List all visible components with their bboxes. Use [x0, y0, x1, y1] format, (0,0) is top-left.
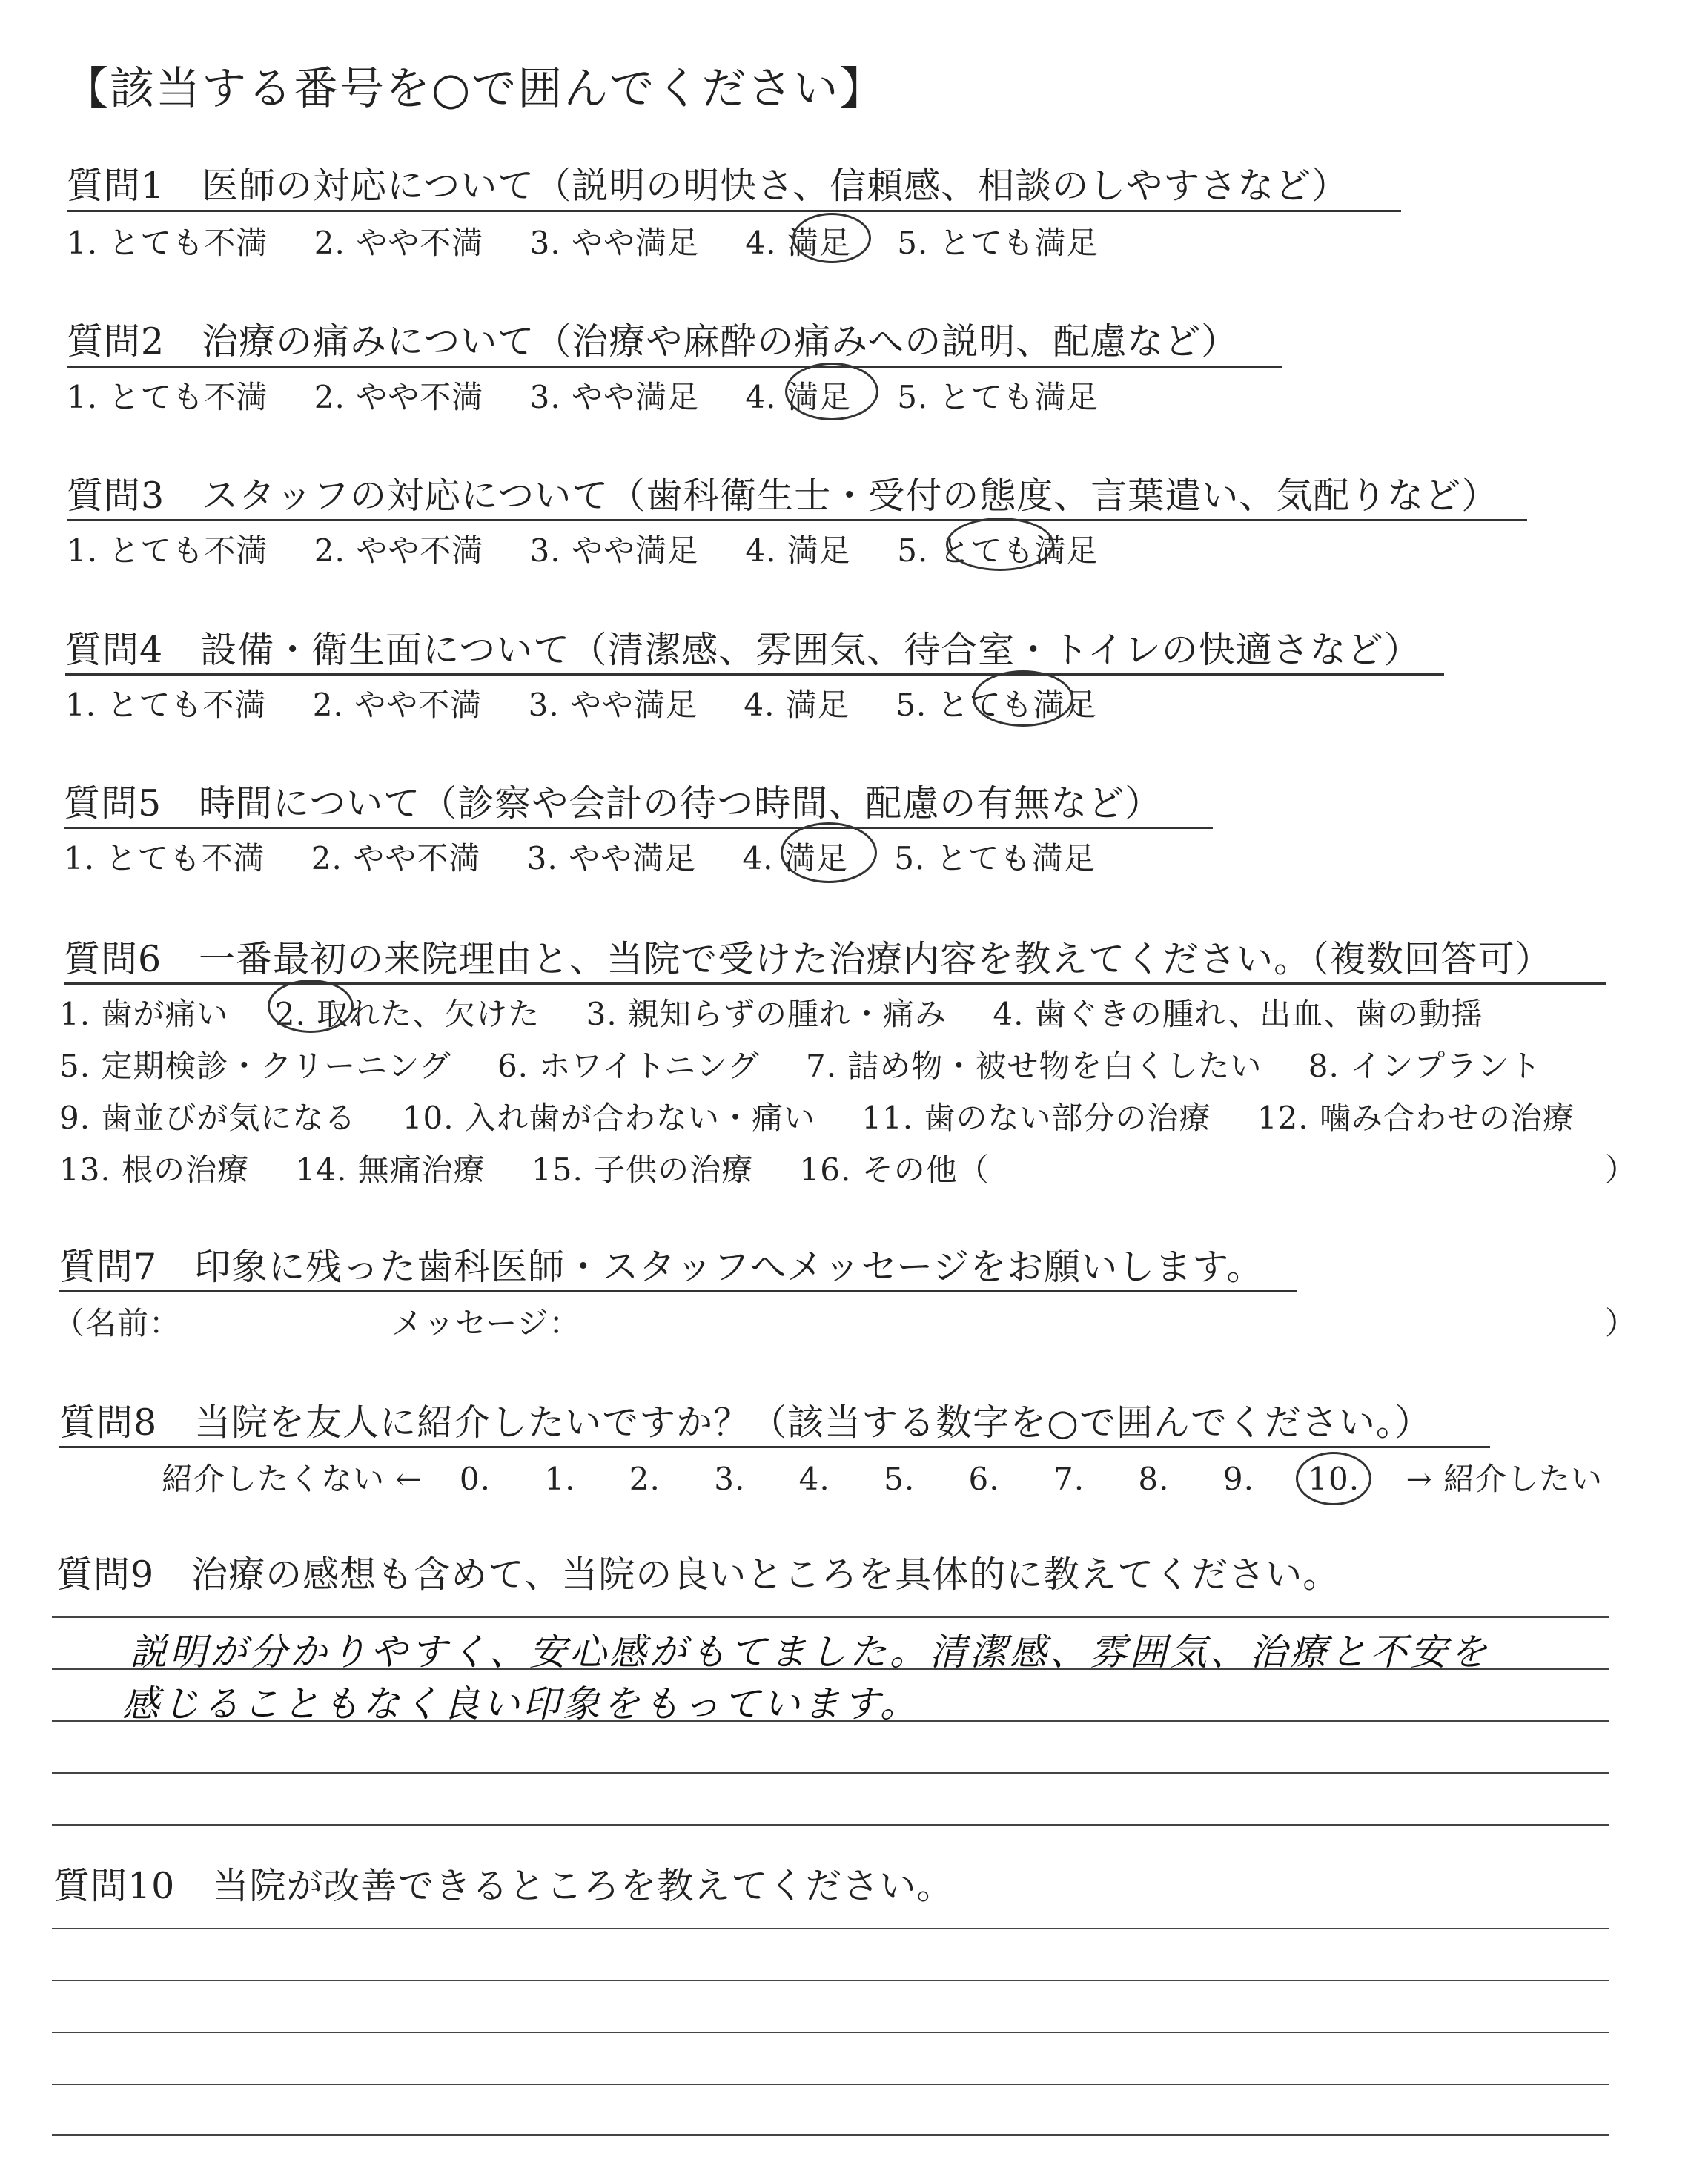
question-1-title: 質問1 医師の対応について（説明の明快さ、信頼感、相談のしやすさなど）: [67, 165, 1349, 207]
question-2-title: 質問2 治療の痛みについて（治療や麻酔の痛みへの説明、配慮など）: [67, 320, 1239, 363]
q8-option-8[interactable]: 8.: [1138, 1461, 1170, 1497]
q5-option-4[interactable]: 4. 満足: [742, 834, 847, 879]
q3-option-4[interactable]: 4. 満足: [745, 532, 851, 569]
q5-option-1[interactable]: 1. とても不満: [64, 840, 265, 876]
q1-option-4[interactable]: 4. 満足: [745, 219, 850, 263]
selection-circle: [792, 213, 871, 263]
q1-option-3[interactable]: 3. やや満足: [529, 225, 700, 261]
question-7-underline: [59, 1290, 1297, 1292]
question-5-options: [64, 834, 1131, 879]
question-5-title: 質問5 時間について（診察や会計の待つ時間、配慮の有無など）: [64, 782, 1162, 825]
q8-option-5[interactable]: 5.: [884, 1461, 916, 1497]
answer-line: [52, 2134, 1609, 2136]
q2-option-3[interactable]: 3. やや満足: [529, 379, 700, 415]
answer-line: [52, 2084, 1609, 2085]
selection-circle: [781, 822, 877, 883]
q3-option-5[interactable]: 5. とても満足: [897, 526, 1098, 571]
q6-option-13[interactable]: 13. 根の治療: [59, 1152, 250, 1188]
question-6-title: 質問6 一番最初の来院理由と、当院で受けた治療内容を教えてください。（複数回答可）: [64, 938, 1552, 980]
q8-option-10[interactable]: 10.: [1308, 1461, 1360, 1497]
question-1-options: [67, 219, 1134, 263]
question-4-title: 質問4 設備・衛生面について（清潔感、雰囲気、待合室・トイレの快適さなど）: [65, 629, 1421, 671]
q4-option-3[interactable]: 3. やや満足: [528, 687, 698, 723]
question-3-underline: [67, 519, 1527, 521]
q8-option-4[interactable]: 4.: [798, 1461, 830, 1497]
q6-option-7[interactable]: 7. 詰め物・被せ物を白くしたい: [805, 1048, 1262, 1084]
q3-option-2[interactable]: 2. やや不満: [314, 532, 484, 569]
q2-option-1[interactable]: 1. とても不満: [67, 379, 268, 415]
q6-options-row-2: [59, 1042, 1577, 1086]
q6-close-paren: ）: [1605, 1152, 1638, 1188]
q6-option-11[interactable]: 11. 歯のない部分の治療: [861, 1100, 1211, 1136]
answer-line: [52, 1980, 1609, 1981]
q8-option-0[interactable]: 0.: [459, 1461, 491, 1497]
selection-circle: [785, 363, 878, 420]
selection-circle: [268, 980, 354, 1033]
q7-close-paren: ）: [1605, 1305, 1638, 1341]
question-7-title: 質問7 印象に残った歯科医師・スタッフへメッセージをお願いします。: [59, 1246, 1264, 1288]
form-header: 【該当する番号を○で囲んでください】: [64, 63, 886, 115]
answer-line: [52, 1824, 1609, 1826]
q6-option-9[interactable]: 9. 歯並びが気になる: [59, 1100, 357, 1136]
question-3-title: 質問3 スタッフの対応について（歯科衛生士・受付の態度、言葉遣い、気配りなど）: [67, 475, 1499, 517]
q2-option-4[interactable]: 4. 満足: [745, 373, 850, 417]
q4-option-1[interactable]: 1. とても不満: [65, 687, 267, 723]
q9-handwritten-answer-line-2: 感じることもなく良い印象をもっています。: [122, 1682, 920, 1725]
selection-circle: [1296, 1452, 1371, 1505]
q8-right-label: → 紹介したい: [1406, 1461, 1603, 1497]
q8-option-3[interactable]: 3.: [714, 1461, 746, 1497]
q2-option-5[interactable]: 5. とても満足: [897, 379, 1099, 415]
question-3-options: [67, 526, 1134, 571]
q5-option-5[interactable]: 5. とても満足: [894, 840, 1096, 876]
q1-option-1[interactable]: 1. とても不満: [67, 225, 268, 261]
q4-option-4[interactable]: 4. 満足: [744, 687, 850, 723]
q8-scale: [162, 1455, 1638, 1499]
question-2-options: [67, 373, 1134, 417]
q6-options-row-1: [59, 990, 1518, 1034]
q5-option-3[interactable]: 3. やや満足: [526, 840, 697, 876]
q1-option-5[interactable]: 5. とても満足: [897, 225, 1099, 261]
answer-line: [52, 1928, 1609, 1929]
q6-option-12[interactable]: 12. 噛み合わせの治療: [1257, 1100, 1575, 1136]
q6-options-row-4: [59, 1146, 1025, 1190]
q6-option-15[interactable]: 15. 子供の治療: [532, 1152, 754, 1188]
q6-option-16[interactable]: 16. その他（: [799, 1152, 990, 1188]
q6-option-14[interactable]: 14. 無痛治療: [295, 1152, 486, 1188]
q8-option-2[interactable]: 2.: [629, 1461, 661, 1497]
question-10-title: 質問10 当院が改善できるところを教えてください。: [53, 1865, 954, 1907]
question-5-underline: [64, 827, 1213, 829]
q3-option-1[interactable]: 1. とても不満: [67, 532, 268, 569]
q6-option-2[interactable]: 2. 取れた、欠けた: [275, 990, 540, 1034]
q2-option-2[interactable]: 2. やや不満: [314, 379, 484, 415]
q8-option-9[interactable]: 9.: [1222, 1461, 1254, 1497]
answer-line: [52, 1772, 1609, 1774]
selection-circle: [973, 670, 1073, 727]
q8-option-1[interactable]: 1.: [544, 1461, 576, 1497]
q6-option-8[interactable]: 8. インプラント: [1308, 1048, 1542, 1084]
q1-option-2[interactable]: 2. やや不満: [314, 225, 484, 261]
q7-name-label: （名前：: [53, 1305, 182, 1341]
q8-option-7[interactable]: 7.: [1053, 1461, 1085, 1497]
selection-circle: [946, 518, 1054, 571]
q6-option-4[interactable]: 4. 歯ぐきの腫れ、出血、歯の動揺: [993, 996, 1483, 1032]
q9-handwritten-answer-line-1: 説明が分かりやすく、安心感がもてました。清潔感、雰囲気、治療と不安を: [130, 1631, 1490, 1674]
q6-option-10[interactable]: 10. 入れ歯が合わない・痛い: [402, 1100, 815, 1136]
answer-line: [52, 1616, 1609, 1618]
q6-options-row-3: [59, 1094, 1610, 1138]
q6-option-3[interactable]: 3. 親知らずの腫れ・痛み: [586, 996, 947, 1032]
question-4-options: [65, 681, 1133, 725]
question-1-underline: [67, 210, 1401, 212]
question-2-underline: [67, 366, 1282, 368]
q3-option-3[interactable]: 3. やや満足: [529, 532, 700, 569]
q4-option-2[interactable]: 2. やや不満: [312, 687, 483, 723]
q7-message-label: メッセージ：: [391, 1305, 581, 1341]
q5-option-2[interactable]: 2. やや不満: [311, 840, 481, 876]
question-4-underline: [65, 673, 1444, 676]
q6-option-6[interactable]: 6. ホワイトニング: [497, 1048, 760, 1084]
q4-option-5[interactable]: 5. とても満足: [896, 681, 1096, 725]
question-8-underline: [59, 1446, 1490, 1448]
q6-option-5[interactable]: 5. 定期検診・クリーニング: [59, 1048, 451, 1084]
q8-option-6[interactable]: 6.: [968, 1461, 1000, 1497]
q8-left-label: 紹介したくない ←: [162, 1461, 423, 1497]
question-9-title: 質問9 治療の感想も含めて、当院の良いところを具体的に教えてください。: [56, 1553, 1340, 1596]
answer-line: [52, 2032, 1609, 2033]
q6-option-1[interactable]: 1. 歯が痛い: [59, 996, 229, 1032]
question-8-title: 質問8 当院を友人に紹介したいですか？（該当する数字を○で囲んでください。）: [59, 1401, 1432, 1444]
